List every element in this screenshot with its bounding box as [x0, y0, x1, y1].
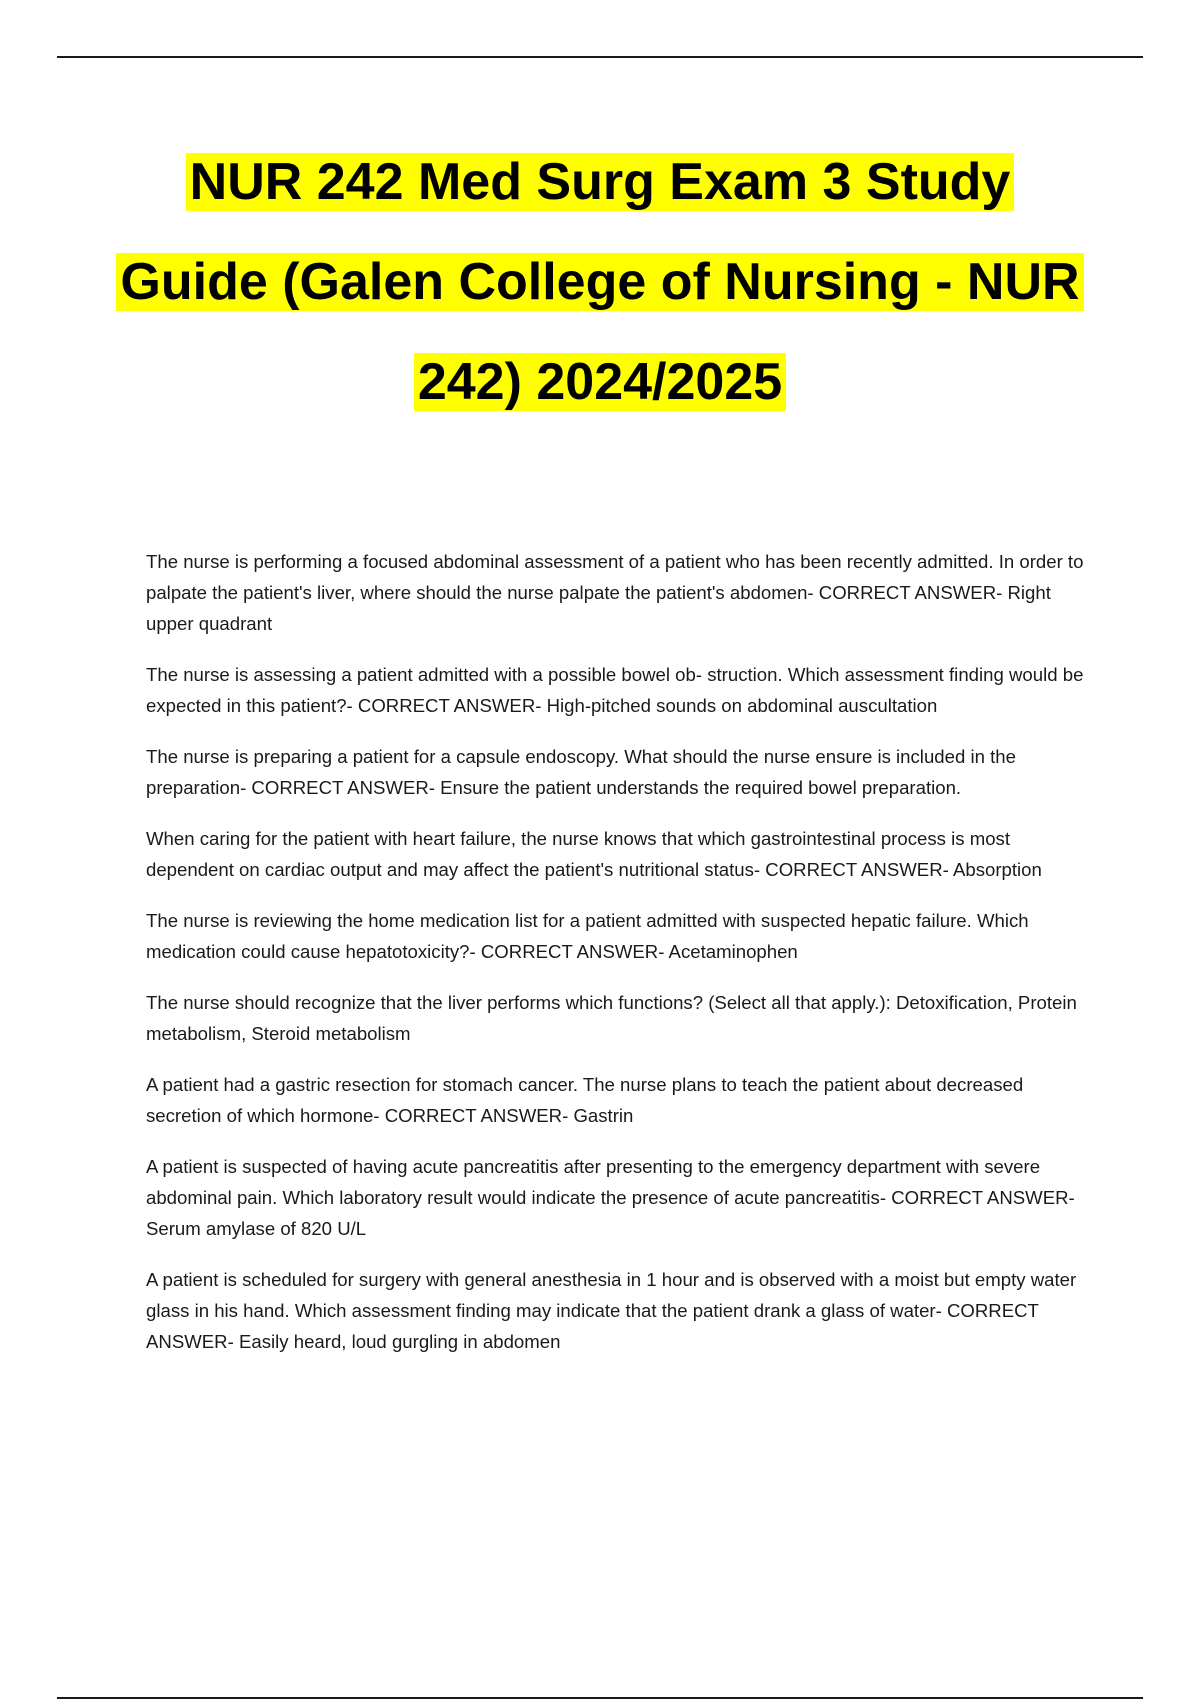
bottom-divider: [57, 1697, 1143, 1699]
qa-item: A patient had a gastric resection for stomach cancer. The nurse plans to teach the patient about decreased secretion of which hormone- CORRECT ANSWER- Gastrin: [146, 1074, 1024, 1126]
qa-item: The nurse is preparing a patient for a capsule endoscopy. What should the nurse ensure is included in the preparation- CORRECT ANSWER- Ensure the patient understands the required bowel preparation.: [146, 746, 1016, 798]
qa-item: The nurse is performing a focused abdominal assessment of a patient who has been recently admitted. In order to palpate the patient's liver, where should the nurse palpate the patient's abdomen- CORRECT ANSWER- Right upper quadrant: [146, 551, 1084, 634]
question-answer-list: [146, 546, 1086, 1377]
qa-item: The nurse is assessing a patient admitted with a possible bowel ob- struction. Which assessment finding would be expected in this patient?- CORRECT ANSWER- High-pitched sounds on abdominal auscultation: [146, 664, 1084, 716]
title-line-3: 242) 2024/2025: [90, 332, 1110, 432]
qa-item: The nurse should recognize that the liver performs which functions? (Select all that apply.): Detoxification, Protein metabolism, Steroid metabolism: [146, 992, 1077, 1044]
title-line-2: Guide (Galen College of Nursing - NUR: [90, 232, 1110, 332]
qa-item: A patient is scheduled for surgery with general anesthesia in 1 hour and is observed with a moist but empty water glass in his hand. Which assessment finding may indicate that the patient drank a glass of water- CORRECT ANSWER- Easily heard, loud gurgling in abdomen: [146, 1269, 1077, 1352]
qa-item: A patient is suspected of having acute pancreatitis after presenting to the emergency department with severe abdominal pain. Which laboratory result would indicate the presence of acute pancreatitis- CORRECT ANSWER- Serum amylase of 820 U/L: [146, 1156, 1075, 1239]
qa-item: When caring for the patient with heart failure, the nurse knows that which gastrointestinal process is most dependent on cardiac output and may affect the patient's nutritional status- CORRECT ANSWER- Absorption: [146, 828, 1042, 880]
title-line-1: NUR 242 Med Surg Exam 3 Study: [90, 132, 1110, 232]
qa-item: The nurse is reviewing the home medication list for a patient admitted with suspected hepatic failure. Which medication could cause hepatotoxicity?- CORRECT ANSWER- Acetaminophen: [146, 910, 1029, 962]
top-divider: [57, 56, 1143, 58]
document-title: [90, 132, 1110, 432]
